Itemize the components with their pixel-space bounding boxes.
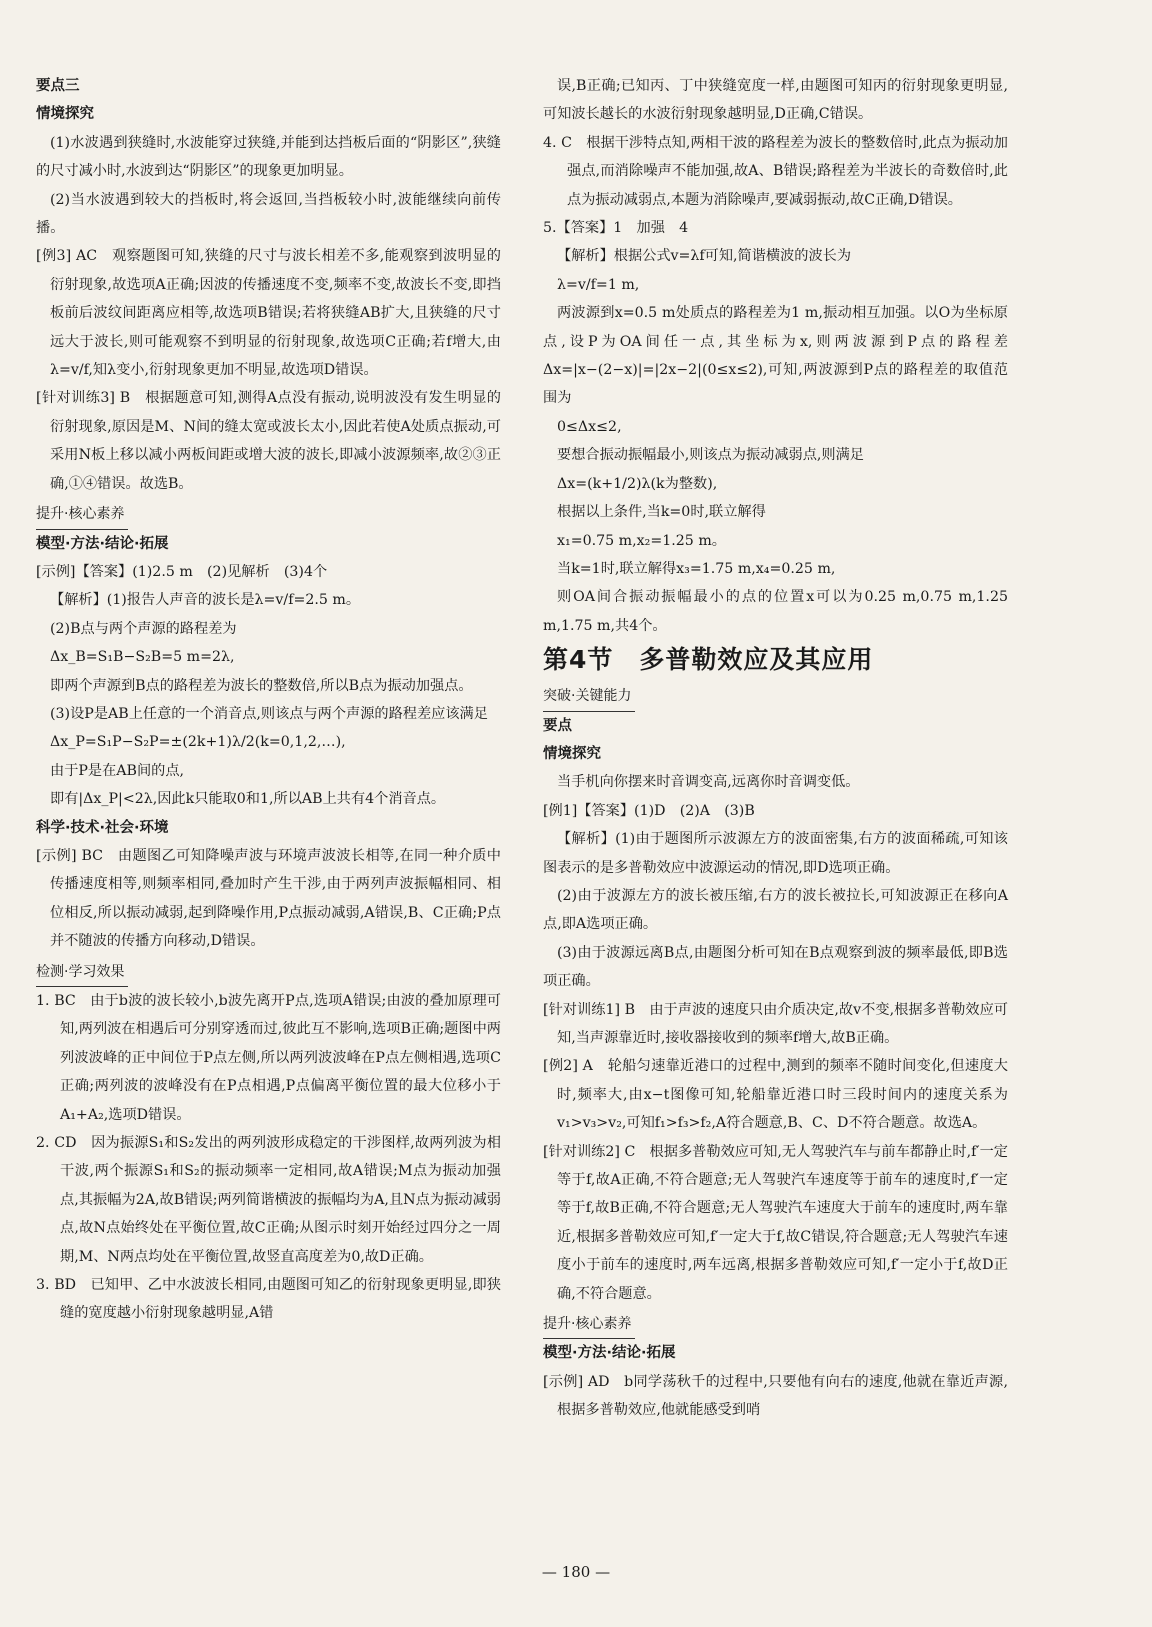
subheading: 科学·技术·社会·环境 [36,819,169,836]
subheading: 模型·方法·结论·拓展 [36,535,169,552]
paragraph: (2)当水波遇到较大的挡板时,将会返回,当挡板较小时,波能继续向前传播。 [36,191,501,237]
paragraph: Δx_P=S₁P−S₂P=±(2k+1)λ/2(k=0,1,2,…), [50,734,346,751]
left-column [36,72,501,1328]
paragraph: 根据以上条件,当k=0时,联立解得 [557,504,766,521]
paragraph: 【解析】(1)报告人声音的波长是λ=v/f=2.5 m。 [50,592,361,609]
example-answer: [例3] AC 观察题图可知,狭缝的尺寸与波长相差不多,能观察到波明显的衍射现象,故选项A正确;因波的传播速度不变,频率不变,故波长不变,即挡板前后波纹间距离应相等,故选项B错误;若将狭缝AB扩大,且狭缝的尺寸远大于波长,则可能观察不到明显的衍射现象,故选项C正确;若f增大,由λ=v/f,知λ变小,衍射现象更加不明显,故选项D错误。 [36,248,501,379]
section-band-wrap [36,498,501,529]
paragraph: (2)B点与两个声源的路程差为 [50,620,237,637]
exercise-answer: 1. BC 由于b波的波长较小,b波先离开P点,选项A错误;由波的叠加原理可知,两列波在相遇后可分别穿透而过,彼此互不影响,选项B正确;题图中两列波波峰的正中间位于P点左侧,所以两列波波峰在P点左侧相遇,选项C正确;两列波的波峰没有在P点相遇,P点偏离平衡位置的最大位移小于A₁+A₂,选项D错误。 [36,993,501,1123]
subheading: 模型·方法·结论·拓展 [543,1345,676,1362]
example-answer: [例2] A 轮船匀速靠近港口的过程中,测到的频率不随时间变化,但速度大时,频率大,由x−t图像可知,轮船靠近港口时三段时间内的速度关系为v₁>v₃>v₂,可知f₁>f₃>f₂,A符合题意,B、C、D不符合题意。故选A。 [543,1058,1008,1132]
answer-line: [示例]【答案】(1)2.5 m (2)见解析 (3)4个 [36,563,328,580]
section-band: 突破·关键能力 [543,682,635,711]
paragraph: 即两个声源到B点的路程差为波长的整数倍,所以B点为振动加强点。 [50,677,473,694]
page-number: — 180 — [541,1563,611,1581]
paragraph: (1)水波遇到狭缝时,水波能穿过狭缝,并能到达挡板后面的“阴影区”,狭缝的尺寸减小时,水波到达“阴影区”的现象更加明显。 [36,134,501,180]
example-answer: [示例] BC 由题图乙可知降噪声波与环境声波波长相等,在同一种介质中传播速度相等,则频率相同,叠加时产生干涉,由于两列声波振幅相同、相位相反,所以振动减弱,起到降噪作用,P点振动减弱,A错误,B、C正确;P点并不随波的传播方向移动,D错误。 [36,847,501,950]
answer-line: [例1]【答案】(1)D (2)A (3)B [543,802,755,819]
section-band: 检测·学习效果 [36,958,128,987]
paragraph: (3)设P是AB上任意的一个消音点,则该点与两个声源的路程差应该满足 [50,705,488,722]
section-band: 提升·核心素养 [36,500,128,529]
subheading: 情境探究 [36,106,94,123]
subheading: 要点 [543,717,572,734]
paragraph: (2)由于波源左方的波长被压缩,右方的波长被拉长,可知波源正在移向A点,即A选项正确。 [543,887,1008,933]
section-band-wrap [36,956,501,987]
section-title: 第4节 多普勒效应及其应用 [543,645,874,675]
paragraph: Δx_B=S₁B−S₂B=5 m=2λ, [50,649,235,666]
exercise-answer: 5.【答案】1 加强 4 [543,220,689,237]
paragraph: 要想合振动振幅最小,则该点为振动减弱点,则满足 [557,447,864,464]
exercise-answer: 2. CD 因为振源S₁和S₂发出的两列波形成稳定的干涉图样,故两列波为相干波,两个振源S₁和S₂的振动频率一定相同,故A错误;M点为振动加强点,其振幅为2A,故B错误;两列简谐横波的振幅均为A,且N点为振动减弱点,故N点始终处在平衡位置,故C正确;从图示时刻开始经过四分之一周期,M、N两点均处在平衡位置,故竖直高度差为0,故D正确。 [36,1135,501,1265]
example-answer: [示例] AD b同学荡秋千的过程中,只要他有向右的速度,他就在靠近声源,根据多普勒效应,他就能感受到哨 [543,1373,1008,1419]
right-column [543,72,1008,1425]
paragraph: 0≤Δx≤2, [557,418,622,435]
subheading: 要点三 [36,78,80,94]
paragraph: x₁=0.75 m,x₂=1.25 m。 [557,532,726,549]
paragraph: 当k=1时,联立解得x₃=1.75 m,x₄=0.25 m, [557,560,836,577]
example-answer: [针对训练3] B 根据题意可知,测得A点没有振动,说明波没有发生明显的衍射现象,原因是M、N间的缝太宽或波长太小,因此若使A处质点振动,可采用N板上移以减小两板间距或增大波的波长,即减小波源频率,故②③正确,①④错误。故选B。 [36,390,501,492]
paragraph: 【解析】(1)由于题图所示波源左方的波面密集,右方的波面稀疏,可知该图表示的是多普勒效应中波源运动的情况,即D选项正确。 [543,831,1008,876]
paragraph: 即有|Δx_P|<2λ,因此k只能取0和1,所以AB上共有4个消音点。 [50,791,446,808]
section-band-wrap [543,680,1008,711]
section-band-wrap [543,1308,1008,1339]
example-answer: [针对训练2] C 根据多普勒效应可知,无人驾驶汽车与前车都静止时,f′一定等于f,故A正确,不符合题意;无人驾驶汽车速度等于前车的速度时,f′一定等于f,故B正确,不符合题意;无人驾驶汽车速度大于前车的速度时,两车靠近,根据多普勒效应可知,f′一定大于f,故C错误,符合题意;无人驾驶汽车速度小于前车的速度时,两车远离,根据多普勒效应可知,f′一定小于f,故D正确,不符合题意。 [543,1143,1008,1302]
exercise-answer: 4. C 根据干涉特点知,两相干波的路程差为波长的整数倍时,此点为振动加强点,而消除噪声不能加强,故A、B错误;路程差为半波长的奇数倍时,此点为振动减弱点,本题为消除噪声,要减弱振动,故C正确,D错误。 [543,134,1008,208]
paragraph: 【解析】根据公式v=λf可知,简谐横波的波长为 [557,248,852,265]
section-band: 提升·核心素养 [543,1310,635,1339]
paragraph: (3)由于波源远离B点,由题图分析可知在B点观察到波的频率最低,即B选项正确。 [543,944,1008,990]
paragraph: Δx=(k+1/2)λ(k为整数), [557,475,718,492]
paragraph: 则OA间合振动振幅最小的点的位置x可以为0.25 m,0.75 m,1.25 m,1.75 m,共4个。 [543,589,1008,634]
paragraph: 由于P是在AB间的点, [50,762,185,779]
example-answer: [针对训练1] B 由于声波的速度只由介质决定,故v不变,根据多普勒效应可知,当声源靠近时,接收器接收到的频率f增大,故B正确。 [543,1001,1008,1046]
paragraph: 误,B正确;已知丙、丁中狭缝宽度一样,由题图可知丙的衍射现象更明显,可知波长越长的水波衍射现象越明显,D正确,C错误。 [543,78,1008,123]
paragraph: λ=v/f=1 m, [557,276,640,293]
paragraph: 当手机向你摆来时音调变高,远离你时音调变低。 [557,774,860,791]
subheading: 情境探究 [543,745,601,762]
exercise-answer: 3. BD 已知甲、乙中水波波长相同,由题图可知乙的衍射现象更明显,即狭缝的宽度越小衍射现象越明显,A错 [36,1277,501,1322]
paragraph: 两波源到x=0.5 m处质点的路程差为1 m,振动相互加强。以O为坐标原点,设P为OA间任一点,其坐标为x,则两波源到P点的路程差Δx=|x−(2−x)|=|2x−2|(0≤x≤2),可知,两波源到P点的路程差的取值范围为 [543,305,1008,407]
